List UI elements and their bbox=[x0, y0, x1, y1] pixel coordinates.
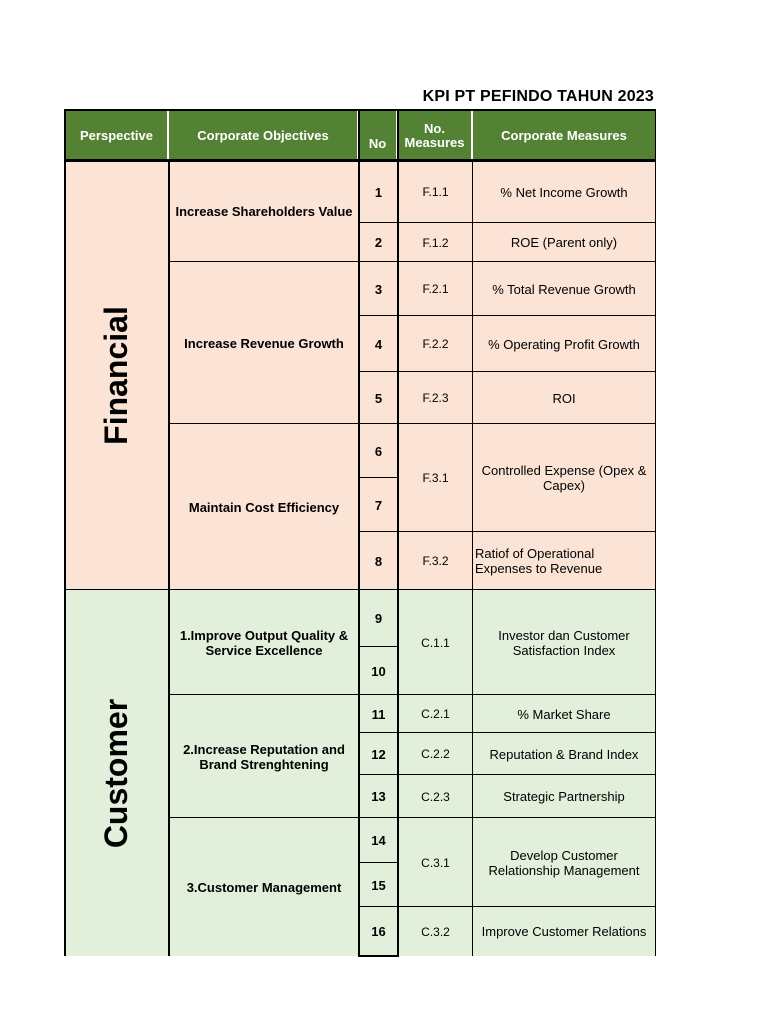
row-number: 14 bbox=[359, 818, 398, 863]
row-number: 13 bbox=[359, 775, 398, 818]
row-number: 2 bbox=[359, 223, 398, 262]
header-no-measures: No. Measures bbox=[398, 111, 473, 161]
measure-name: Develop Customer Relationship Management bbox=[473, 818, 655, 907]
header-no: No bbox=[359, 111, 398, 161]
objective-cell: Increase Shareholders Value bbox=[169, 161, 359, 262]
measure-name: Strategic Partnership bbox=[473, 775, 655, 818]
measure-code: C.2.2 bbox=[398, 733, 473, 775]
objective-cell: 3.Customer Management bbox=[169, 818, 359, 956]
measure-name: % Total Revenue Growth bbox=[473, 262, 655, 316]
measure-name: % Net Income Growth bbox=[473, 161, 655, 223]
objective-cell: Maintain Cost Efficiency bbox=[169, 424, 359, 590]
row-number: 15 bbox=[359, 863, 398, 907]
measure-code: C.1.1 bbox=[398, 590, 473, 695]
header-perspective: Perspective bbox=[64, 111, 169, 161]
row-number: 6 bbox=[359, 424, 398, 478]
measure-name: Investor dan Customer Satisfaction Index bbox=[473, 590, 655, 695]
objective-cell: Increase Revenue Growth bbox=[169, 262, 359, 424]
row-number: 10 bbox=[359, 647, 398, 695]
measure-code: F.2.1 bbox=[398, 262, 473, 316]
measure-code: F.3.2 bbox=[398, 532, 473, 590]
measure-name: ROI bbox=[473, 372, 655, 424]
measure-code: C.2.3 bbox=[398, 775, 473, 818]
row-number: 3 bbox=[359, 262, 398, 316]
measure-code: C.2.1 bbox=[398, 695, 473, 733]
row-number: 4 bbox=[359, 316, 398, 372]
measure-code: F.1.1 bbox=[398, 161, 473, 223]
measure-code: C.3.1 bbox=[398, 818, 473, 907]
measure-name: ROE (Parent only) bbox=[473, 223, 655, 262]
measure-code: F.3.1 bbox=[398, 424, 473, 532]
measure-name: Ratiof of Operational Expenses to Revenue bbox=[473, 532, 655, 590]
measure-name: Controlled Expense (Opex & Capex) bbox=[473, 424, 655, 532]
objective-cell: 1.Improve Output Quality & Service Excellence bbox=[169, 590, 359, 695]
measure-name: Reputation & Brand Index bbox=[473, 733, 655, 775]
row-number: 5 bbox=[359, 372, 398, 424]
perspective-financial: Financial bbox=[64, 161, 169, 590]
measure-name: % Operating Profit Growth bbox=[473, 316, 655, 372]
row-number: 11 bbox=[359, 695, 398, 733]
row-number: 7 bbox=[359, 478, 398, 532]
header-corporate-measures: Corporate Measures bbox=[473, 111, 655, 161]
document-title: KPI PT PEFINDO TAHUN 2023 bbox=[422, 88, 654, 105]
row-number: 9 bbox=[359, 590, 398, 647]
measure-code: F.1.2 bbox=[398, 223, 473, 262]
header-corporate-objectives: Corporate Objectives bbox=[169, 111, 359, 161]
measure-code: F.2.3 bbox=[398, 372, 473, 424]
perspective-customer: Customer bbox=[64, 590, 169, 956]
measure-name: Improve Customer Relations bbox=[473, 907, 655, 956]
row-number: 8 bbox=[359, 532, 398, 590]
row-number: 12 bbox=[359, 733, 398, 775]
measure-name: % Market Share bbox=[473, 695, 655, 733]
row-number: 16 bbox=[359, 907, 398, 956]
row-number: 1 bbox=[359, 161, 398, 223]
objective-cell: 2.Increase Reputation and Brand Strenghtening bbox=[169, 695, 359, 818]
measure-code: C.3.2 bbox=[398, 907, 473, 956]
measure-code: F.2.2 bbox=[398, 316, 473, 372]
